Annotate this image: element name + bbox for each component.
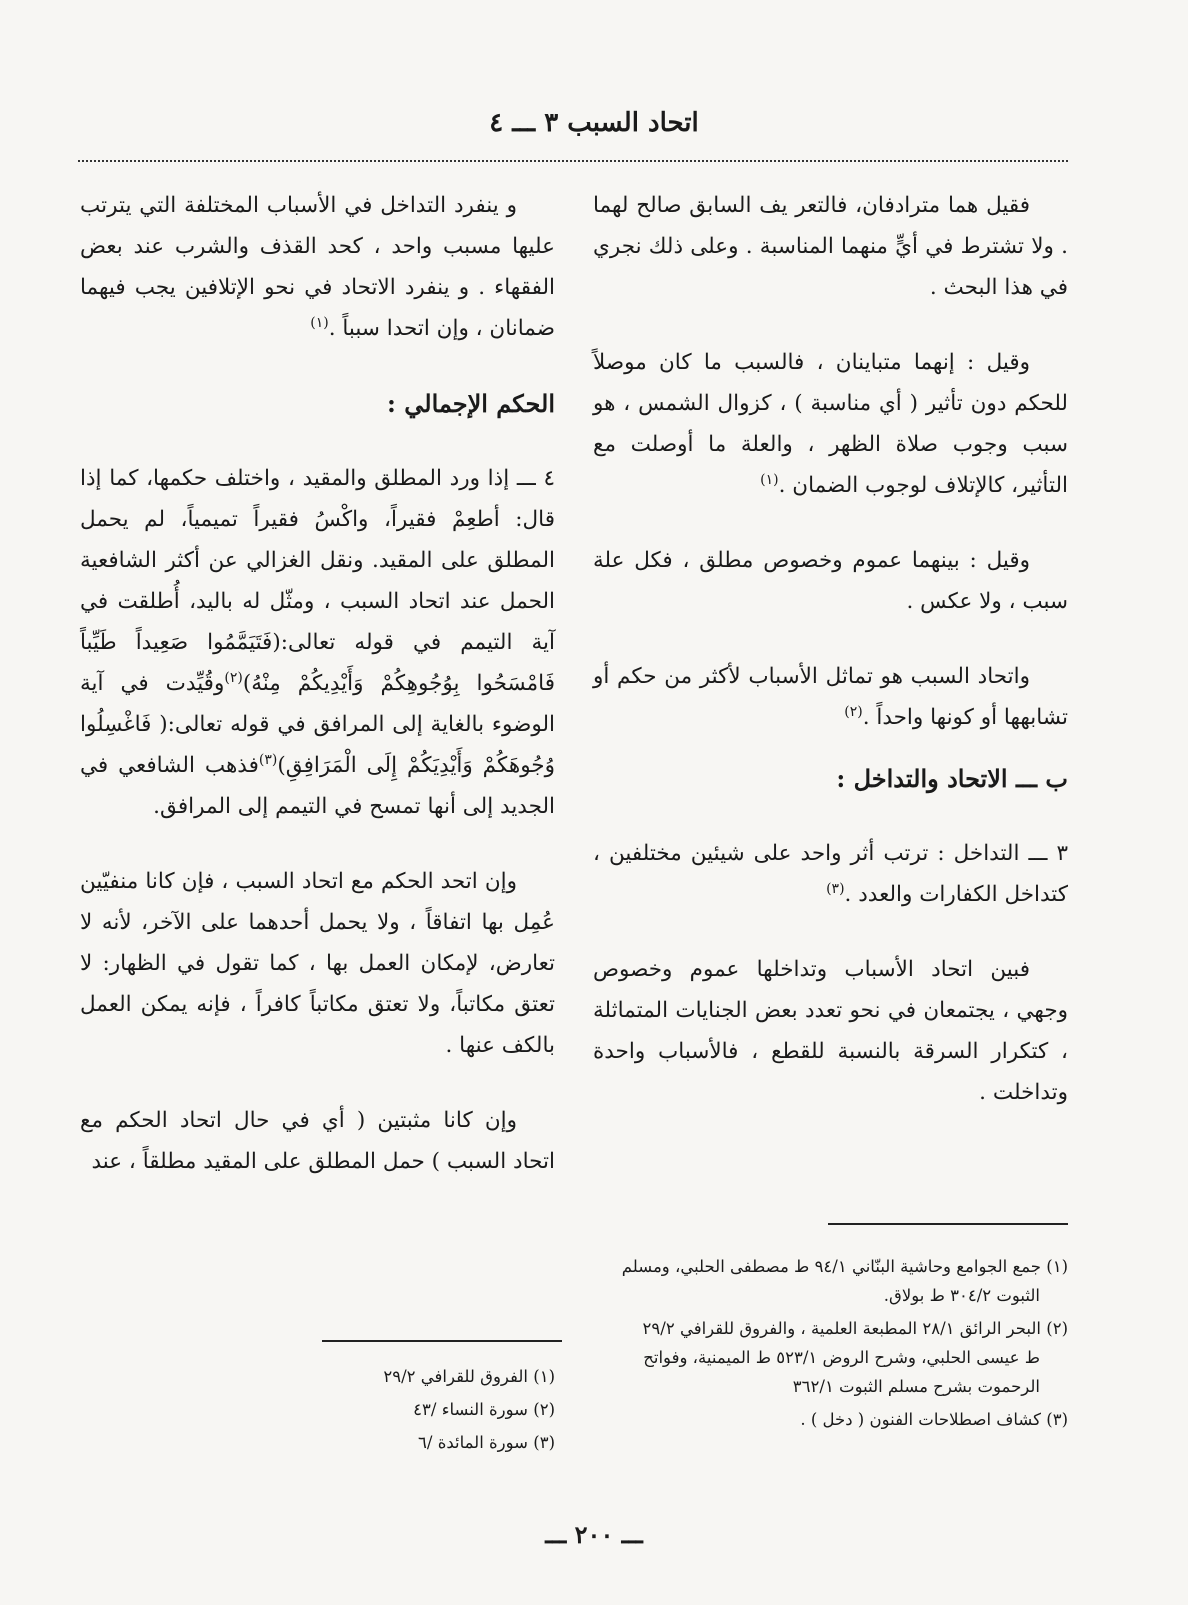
paragraph: فقيل هما مترادفان، فالتعر يف السابق صالح لهما . ولا تشترط في أيٍّ منهما المناسبة . وعلى ذلك نجري في هذا البحث .: [593, 193, 1068, 300]
footnote-ref: (١): [760, 471, 779, 488]
footnote-ref: (٣): [826, 880, 845, 897]
paragraph: وقيل : إنهما متباينان ، فالسبب ما كان موصلاً للحكم دون تأثير ( أي مناسبة ) ، كزوال الشمس ، هو سبب وجوب صلاة الظهر ، والعلة ما أوصلت مع التأثير، كالإتلاف لوجوب الضمان .$^{(١)}$: [593, 350, 1068, 498]
footnote-rule: [828, 1223, 1068, 1225]
footnote-rule: [322, 1340, 562, 1342]
footnote: (٢) سورة النساء /٤٣: [413, 1400, 555, 1419]
footnotes-left: [85, 1362, 555, 1461]
running-title: اتحاد السبب ٣ ـــ ٤: [489, 108, 699, 138]
footnotes-right: [598, 1252, 1068, 1438]
left-column: [80, 185, 555, 1216]
footnote-ref: (١): [310, 314, 329, 331]
paragraph: و ينفرد التداخل في الأسباب المختلفة التي يترتب عليها مسبب واحد ، كحد القذف والشرب عند بعض الفقهاء . و ينفرد الاتحاد في نحو الإتلافين يجب فيهما ضمانان ، وإن اتحدا سبباً .$^{(١)}$: [80, 193, 555, 341]
footnote: (٣) كشاف اصطلاحات الفنون ( دخل ) .: [800, 1410, 1068, 1429]
section-heading: ب ـــ الاتحاد والتداخل :: [836, 764, 1068, 793]
footnote: (١) جمع الجوامع وحاشية البنّاني ٩٤/١ ط مصطفى الحلبي، ومسلم الثبوت ٣٠٤/٢ ط بولاق.: [621, 1257, 1068, 1305]
footnote: (١) الفروق للقرافي ٢٩/٢: [383, 1367, 555, 1386]
footnote-ref: (٢): [224, 669, 243, 686]
paragraph: وقيل : بينهما عموم وخصوص مطلق ، فكل علة سبب ، ولا عكس .: [593, 548, 1068, 614]
footnote: (٣) سورة المائدة /٦: [418, 1433, 555, 1452]
paragraph: فبين اتحاد الأسباب وتداخلها عموم وخصوص وجهي ، يجتمعان في نحو تعدد بعض الجنايات المتماثلة ، كتكرار السرقة بالنسبة للقطع ، فالأسباب واحدة وتداخلت .: [593, 957, 1068, 1105]
paragraph: واتحاد السبب هو تماثل الأسباب لأكثر من حكم أو تشابهها أو كونها واحداً .$^{(٢)}$: [593, 664, 1068, 730]
header-dotted-rule: [78, 160, 1068, 162]
footnote: (٢) البحر الرائق ٢٨/١ المطبعة العلمية ، والفروق للقرافي ٢٩/٢ ط عيسى الحلبي، وشرح الروض ٥٢٣/١ ط الميمنية، وفواتح الرحموت بشرح مسلم الثبوت ٣٦٢/١: [642, 1319, 1068, 1396]
paragraph: ٤ ـــ إذا ورد المطلق والمقيد ، واختلف حكمها، كما إذا قال: أطعِمْ فقيراً، واكْسُ فقيراً تميمياً، لم يحمل المطلق على المقيد. ونقل الغزالي عن أكثر الشافعية الحمل عند اتحاد السبب ، ومثّل له باليد، أُطلقت في آية التيمم في قوله تعالى:(فَتَيَمَّمُوا صَعِيداً طَيِّباً فَامْسَحُوا بِوُجُوهِكُمْ وَأَيْدِيكُمْ مِنْهُ)$^{(٢)}$وقُيِّدت في آية الوضوء بالغاية إلى المرافق في قوله تعالى:( فَاغْسِلُوا وُجُوهَكُمْ وَأَيْدِيَكُمْ إِلَى الْمَرَافِقِ)$^{(٣)}$فذهب الشافعي في الجديد إلى أنها تمسح في التيمم إلى المرافق.: [80, 466, 555, 819]
paragraph: ٣ ـــ التداخل : ترتب أثر واحد على شيئين مختلفين ، كتداخل الكفارات والعدد .$^{(٣)}$: [593, 841, 1068, 907]
paragraph: وإن كانا مثبتين ( أي في حال اتحاد الحكم مع اتحاد السبب ) حمل المطلق على المقيد مطلقاً ، عند: [80, 1108, 555, 1174]
paragraph: وإن اتحد الحكم مع اتحاد السبب ، فإن كانا منفيّين عُمِل بها اتفاقاً ، ولا يحمل أحدهما على الآخر، لأنه لا تعارض، لإمكان العمل بها ، كما تقول في الظهار: لا تعتق مكاتباً، ولا تعتق مكاتباً كافراً ، فإنه يمكن العمل بالكف عنها .: [80, 869, 555, 1058]
right-column: [593, 185, 1068, 1147]
footnote-ref: (٢): [844, 703, 863, 720]
footnote-ref: (٣): [258, 751, 278, 768]
section-heading: الحكم الإجمالي :: [387, 389, 555, 418]
page-number: ـــ ٢٠٠ ـــ: [545, 1520, 643, 1549]
